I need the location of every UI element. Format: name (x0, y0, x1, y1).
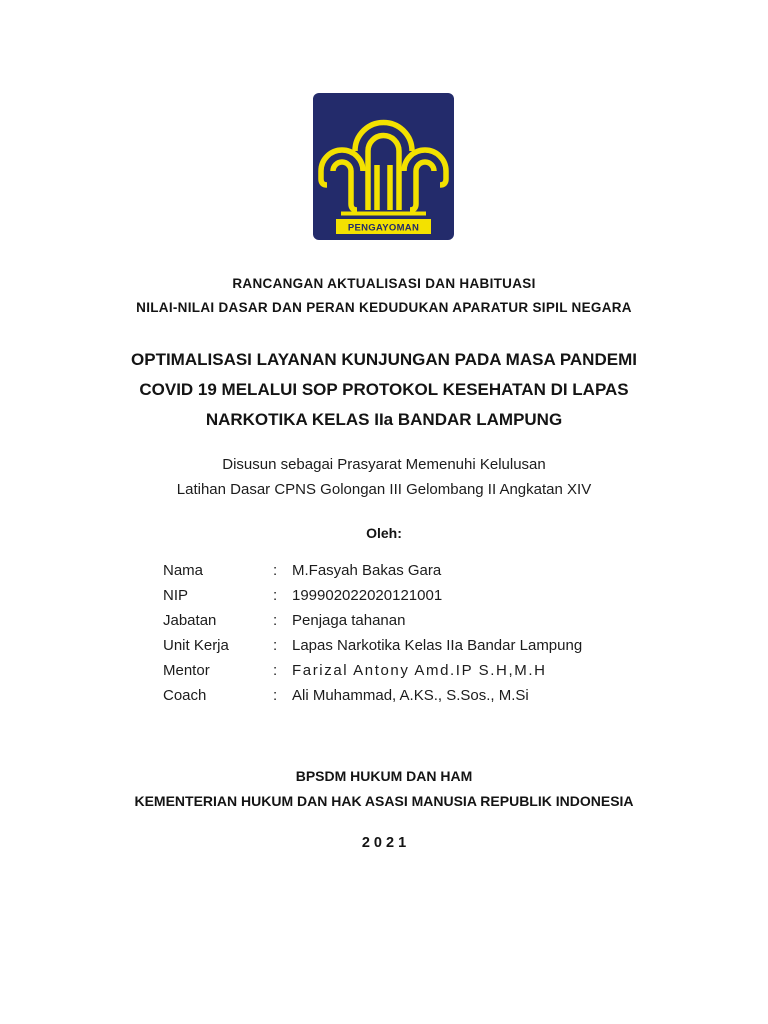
title-line-2: COVID 19 MELALUI SOP PROTOKOL KESEHATAN DI LAPAS (139, 380, 629, 399)
document-year: 2 0 2 1 (361, 835, 407, 851)
field-value: Farizal Antony Amd.IP S.H,M.H (292, 662, 547, 679)
title-line-1: OPTIMALISASI LAYANAN KUNJUNGAN PADA MASA PANDEMI (131, 350, 637, 369)
pengayoman-emblem-icon (313, 93, 454, 240)
document-subject-heading: NILAI-NILAI DASAR DAN PERAN KEDUDUKAN APARATUR SIPIL NEGARA (136, 300, 632, 315)
author-row-coach (163, 683, 643, 708)
field-value: Lapas Narkotika Kelas IIa Bandar Lampung (292, 637, 583, 654)
field-label: NIP (163, 587, 189, 604)
field-value: M.Fasyah Bakas Gara (292, 562, 442, 579)
field-label: Nama (163, 562, 204, 579)
field-label: Jabatan (163, 612, 217, 629)
field-separator: : (273, 637, 278, 654)
field-label: Mentor (163, 662, 210, 679)
purpose-line-2: Latihan Dasar CPNS Golongan III Gelombang II Angkatan XIV (176, 481, 592, 498)
author-row-name (163, 558, 643, 583)
author-row-position (163, 608, 643, 633)
logo-banner-text: PENGAYOMAN (347, 222, 420, 234)
author-heading: Oleh: (366, 525, 402, 541)
field-label: Unit Kerja (163, 637, 229, 654)
field-value: Ali Muhammad, A.KS., S.Sos., M.Si (292, 687, 529, 704)
field-value: 199902022020121001 (292, 587, 443, 604)
author-row-nip (163, 583, 643, 608)
institution-name: BPSDM HUKUM DAN HAM (295, 768, 473, 784)
ministry-name: KEMENTERIAN HUKUM DAN HAK ASASI MANUSIA REPUBLIK INDONESIA (134, 793, 634, 809)
author-row-work-unit (163, 633, 643, 658)
field-separator: : (273, 687, 278, 704)
field-separator: : (273, 662, 278, 679)
purpose-line-1: Disusun sebagai Prasyarat Memenuhi Kelulusan (222, 456, 546, 473)
author-row-mentor (163, 658, 643, 683)
field-label: Coach (163, 687, 207, 704)
field-separator: : (273, 587, 278, 604)
field-value: Penjaga tahanan (292, 612, 406, 629)
field-separator: : (273, 562, 278, 579)
title-line-3: NARKOTIKA KELAS IIa BANDAR LAMPUNG (205, 410, 563, 429)
document-type-heading: RANCANGAN AKTUALISASI DAN HABITUASI (232, 276, 536, 291)
author-details-table (163, 558, 643, 708)
field-separator: : (273, 612, 278, 629)
pengayoman-logo (313, 93, 454, 240)
